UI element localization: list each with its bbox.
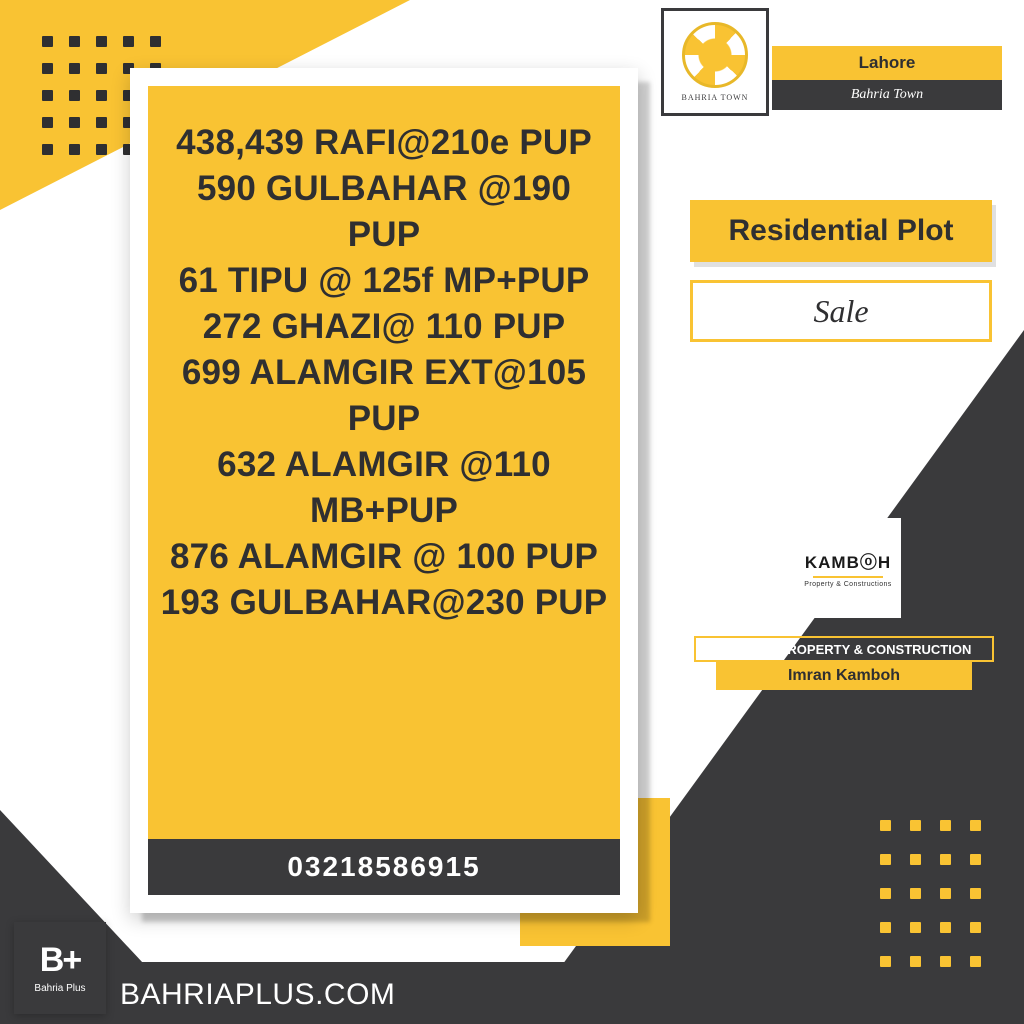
- contact-phone[interactable]: 03218586915: [148, 839, 620, 895]
- category-badge: Residential Plot: [690, 200, 992, 262]
- listing-card-inner: [148, 86, 620, 895]
- bahria-town-emblem-icon: [682, 22, 748, 88]
- listing-line: 61 TIPU @ 125f MP+PUP: [178, 261, 590, 300]
- agency-logo-wordmark: KAMBⓞH: [804, 553, 892, 572]
- agent-name: Imran Kamboh: [716, 662, 972, 690]
- city-label: Lahore: [772, 46, 1002, 80]
- website-url[interactable]: BAHRIAPLUS.COM: [120, 978, 396, 1011]
- listing-line: 272 GHAZI@ 110 PUP: [202, 307, 566, 346]
- listing-line: 699 ALAMGIR EXT@105 PUP: [181, 353, 587, 438]
- decor-dot-grid-bottom-right: [880, 820, 1000, 990]
- listing-line: 438,439 RAFI@210e PUP: [176, 123, 592, 162]
- listing-line: 590 GULBAHAR @190 PUP: [196, 169, 572, 254]
- agency-logo: [795, 518, 901, 618]
- bahria-town-logo: [661, 8, 769, 116]
- bahria-plus-caption: Bahria Plus: [34, 982, 86, 994]
- listing-line: 632 ALAMGIR @110 MB+PUP: [217, 445, 551, 530]
- agency-company-name: KAMBOH PROPERTY & CONSTRUCTION: [694, 636, 994, 662]
- bahria-plus-logo: [14, 922, 106, 1014]
- offer-badge: Sale: [690, 280, 992, 342]
- listing-line: 193 GULBAHAR@230 PUP: [160, 583, 608, 622]
- listing-lines: [148, 120, 620, 626]
- agency-logo-tagline: Property & Constructions: [804, 581, 892, 588]
- bahria-town-logo-caption: BAHRIA TOWN: [681, 93, 749, 102]
- listing-line: 876 ALAMGIR @ 100 PUP: [170, 537, 598, 576]
- project-label: Bahria Town: [772, 80, 1002, 110]
- bahria-plus-mark-icon: B+: [39, 940, 81, 979]
- agency-logo-rule: [813, 576, 883, 578]
- listing-card: [130, 68, 638, 913]
